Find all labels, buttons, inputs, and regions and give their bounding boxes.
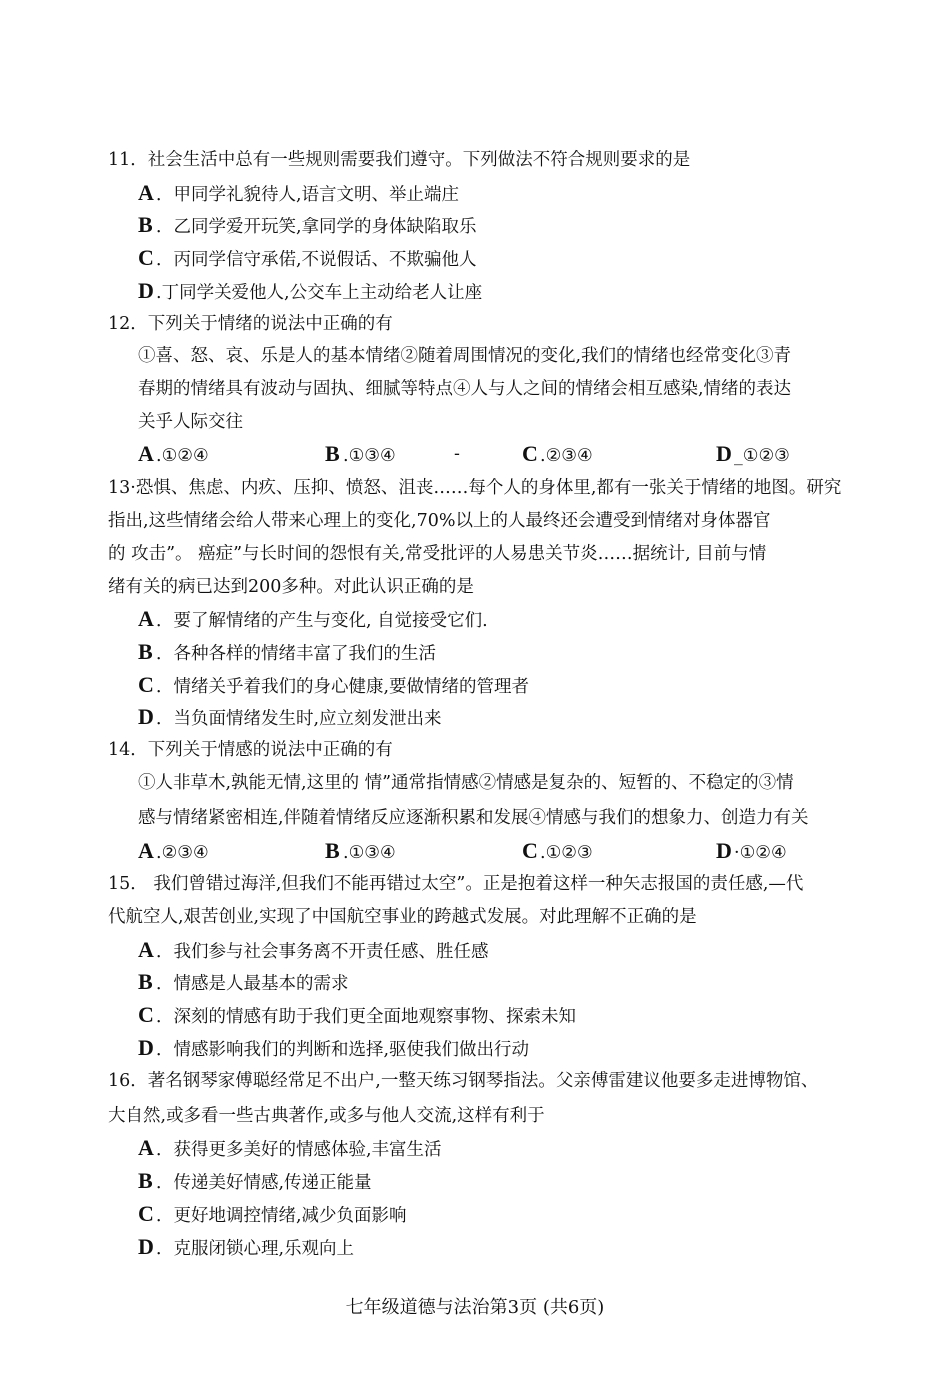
q12-stem: 12．下列关于情绪的说法中正确的有: [108, 314, 393, 334]
q15-stem-line: 代航空人,艰苦创业,实现了中国航空事业的跨越式发展。对此理解不正确的是: [108, 907, 697, 927]
q16-option-a: [138, 1133, 898, 1165]
option-text: ．丙同学信守承偌,不说假话、不欺骗他人: [156, 250, 477, 270]
q12-body-line: 关乎人际交往: [138, 412, 243, 432]
option-letter: C: [138, 1201, 154, 1226]
option-text: ．传递美好情感,传递正能量: [156, 1173, 372, 1193]
q15-option-c: [138, 1000, 898, 1032]
q12-option-b: [325, 439, 396, 471]
q12-option-a: [138, 439, 209, 471]
option-text: ．我们参与社会事务离不开责任感、胜任感: [156, 942, 489, 962]
option-text: ．情感影响我们的判断和选择,驱使我们做出行动: [156, 1040, 530, 1060]
option-letter: D: [138, 1234, 154, 1259]
option-letter: B: [138, 212, 153, 237]
option-text: ．要了解情绪的产生与变化, 自觉接受它们.: [156, 611, 488, 631]
q15-option-a: [138, 935, 898, 967]
option-text: _①②③: [734, 446, 790, 466]
option-text: .②③④: [156, 843, 209, 863]
option-text: ．更好地调控情绪,减少负面影响: [156, 1206, 407, 1226]
q14-body-line: 感与情绪紧密相连,伴随着情绪反应逐渐积累和发展④情感与我们的想象力、创造力有关: [138, 808, 809, 828]
option-letter: C: [138, 1002, 154, 1027]
q15-option-b: [138, 967, 898, 999]
q14-option-b: [325, 836, 396, 868]
option-letter: B: [138, 1168, 153, 1193]
option-text: ．当负面情绪发生时,应立刻发泄出来: [156, 709, 442, 729]
option-letter: A: [138, 180, 154, 205]
option-text: ．获得更多美好的情感体验,丰富生活: [156, 1140, 442, 1160]
option-text: .②③④: [540, 446, 593, 466]
q12-body-line: 春期的情绪具有波动与固执、细腻等特点④人与人之间的情绪会相互感染,情绪的表达: [138, 379, 792, 399]
option-letter: B: [325, 838, 340, 863]
q13-stem-line: 的 攻击”。 癌症”与长时间的怨恨有关,常受批评的人易患关节炎……据统计, 目前与情: [108, 544, 767, 564]
option-text: .①③④: [343, 446, 396, 466]
q14-option-d: [716, 836, 787, 868]
option-letter: D: [716, 441, 732, 466]
option-letter: A: [138, 937, 154, 962]
q13-option-c: [138, 670, 898, 702]
q16-option-c: [138, 1199, 898, 1231]
q13-option-d: [138, 702, 898, 734]
q16-stem-line: 大自然,或多看一些古典著作,或多与他人交流,这样有利于: [108, 1106, 545, 1126]
page-footer: 七年级道德与法治第3页 (共6页): [345, 1297, 605, 1318]
option-letter: C: [522, 838, 538, 863]
option-text: ．各种各样的情绪丰富了我们的生活: [156, 644, 436, 664]
q13-option-b: [138, 637, 898, 669]
option-letter: C: [138, 672, 154, 697]
q15-option-d: [138, 1033, 898, 1065]
option-letter: D: [138, 1035, 154, 1060]
q14-body-line: ①人非草木,孰能无情,这里的 情”通常指情感②情感是复杂的、短暂的、不稳定的③情: [138, 773, 794, 793]
q11-option-a: [138, 178, 898, 210]
q16-option-d: [138, 1232, 898, 1264]
q13-stem-line: 13·恐惧、焦虑、内疚、压抑、愤怒、沮丧……每个人的身体里,都有一张关于情绪的地图。研究: [108, 478, 842, 498]
stray-mark: -: [454, 444, 460, 464]
q12-options: [138, 439, 898, 469]
option-text: ．情感是人最基本的需求: [156, 974, 349, 994]
option-letter: A: [138, 838, 154, 863]
option-letter: A: [138, 606, 154, 631]
option-letter: C: [522, 441, 538, 466]
option-text: .①③④: [343, 843, 396, 863]
option-letter: B: [138, 639, 153, 664]
option-letter: B: [325, 441, 340, 466]
q16-option-b: [138, 1166, 898, 1198]
option-letter: D: [138, 704, 154, 729]
q14-stem: 14．下列关于情感的说法中正确的有: [108, 740, 393, 760]
option-text: ．深刻的情感有助于我们更全面地观察事物、探索未知: [156, 1007, 576, 1027]
q14-options: [138, 836, 898, 866]
q16-stem-line: 16．著名钢琴家傅聪经常足不出户,一整天练习钢琴指法。父亲傅雷建议他要多走进博物馆、: [108, 1071, 819, 1091]
q15-stem-line: 15． 我们曾错过海洋,但我们不能再错过太空”。正是抱着这样一种矢志报国的责任感,—代: [108, 874, 804, 894]
option-text: ·①②④: [734, 843, 787, 863]
q12-body-line: ①喜、怒、哀、乐是人的基本情绪②随着周围情况的变化,我们的情绪也经常变化③青: [138, 346, 792, 366]
option-text: ．克服闭锁心理,乐观向上: [156, 1239, 355, 1259]
option-letter: D: [138, 278, 154, 303]
option-letter: C: [138, 245, 154, 270]
option-text: ．甲同学礼貌待人,语言文明、举止端庄: [156, 185, 460, 205]
q11-stem: 11．社会生活中总有一些规则需要我们遵守。下列做法不符合规则要求的是: [108, 150, 691, 170]
q12-option-d: [716, 439, 790, 471]
option-text: ．情绪关乎着我们的身心健康,要做情绪的管理者: [156, 677, 530, 697]
option-text: .①②④: [156, 446, 209, 466]
option-letter: B: [138, 969, 153, 994]
option-letter: D: [716, 838, 732, 863]
q13-option-a: [138, 604, 898, 636]
option-letter: A: [138, 441, 154, 466]
q11-option-b: [138, 210, 898, 242]
option-text: .丁同学关爱他人,公交车上主动给老人让座: [156, 283, 483, 303]
q14-option-c: [522, 836, 593, 868]
q12-option-c: [522, 439, 593, 471]
option-text: ．乙同学爱开玩笑,拿同学的身体缺陷取乐: [156, 217, 477, 237]
q11-option-d: [138, 276, 898, 308]
q11-option-c: [138, 243, 898, 275]
q13-stem-line: 绪有关的病已达到200多种。对此认识正确的是: [108, 577, 474, 597]
q14-option-a: [138, 836, 209, 868]
q13-stem-line: 指出,这些情绪会给人带来心理上的变化,70%以上的人最终还会遭受到情绪对身体器官: [108, 511, 771, 531]
option-text: .①②③: [540, 843, 593, 863]
option-letter: A: [138, 1135, 154, 1160]
